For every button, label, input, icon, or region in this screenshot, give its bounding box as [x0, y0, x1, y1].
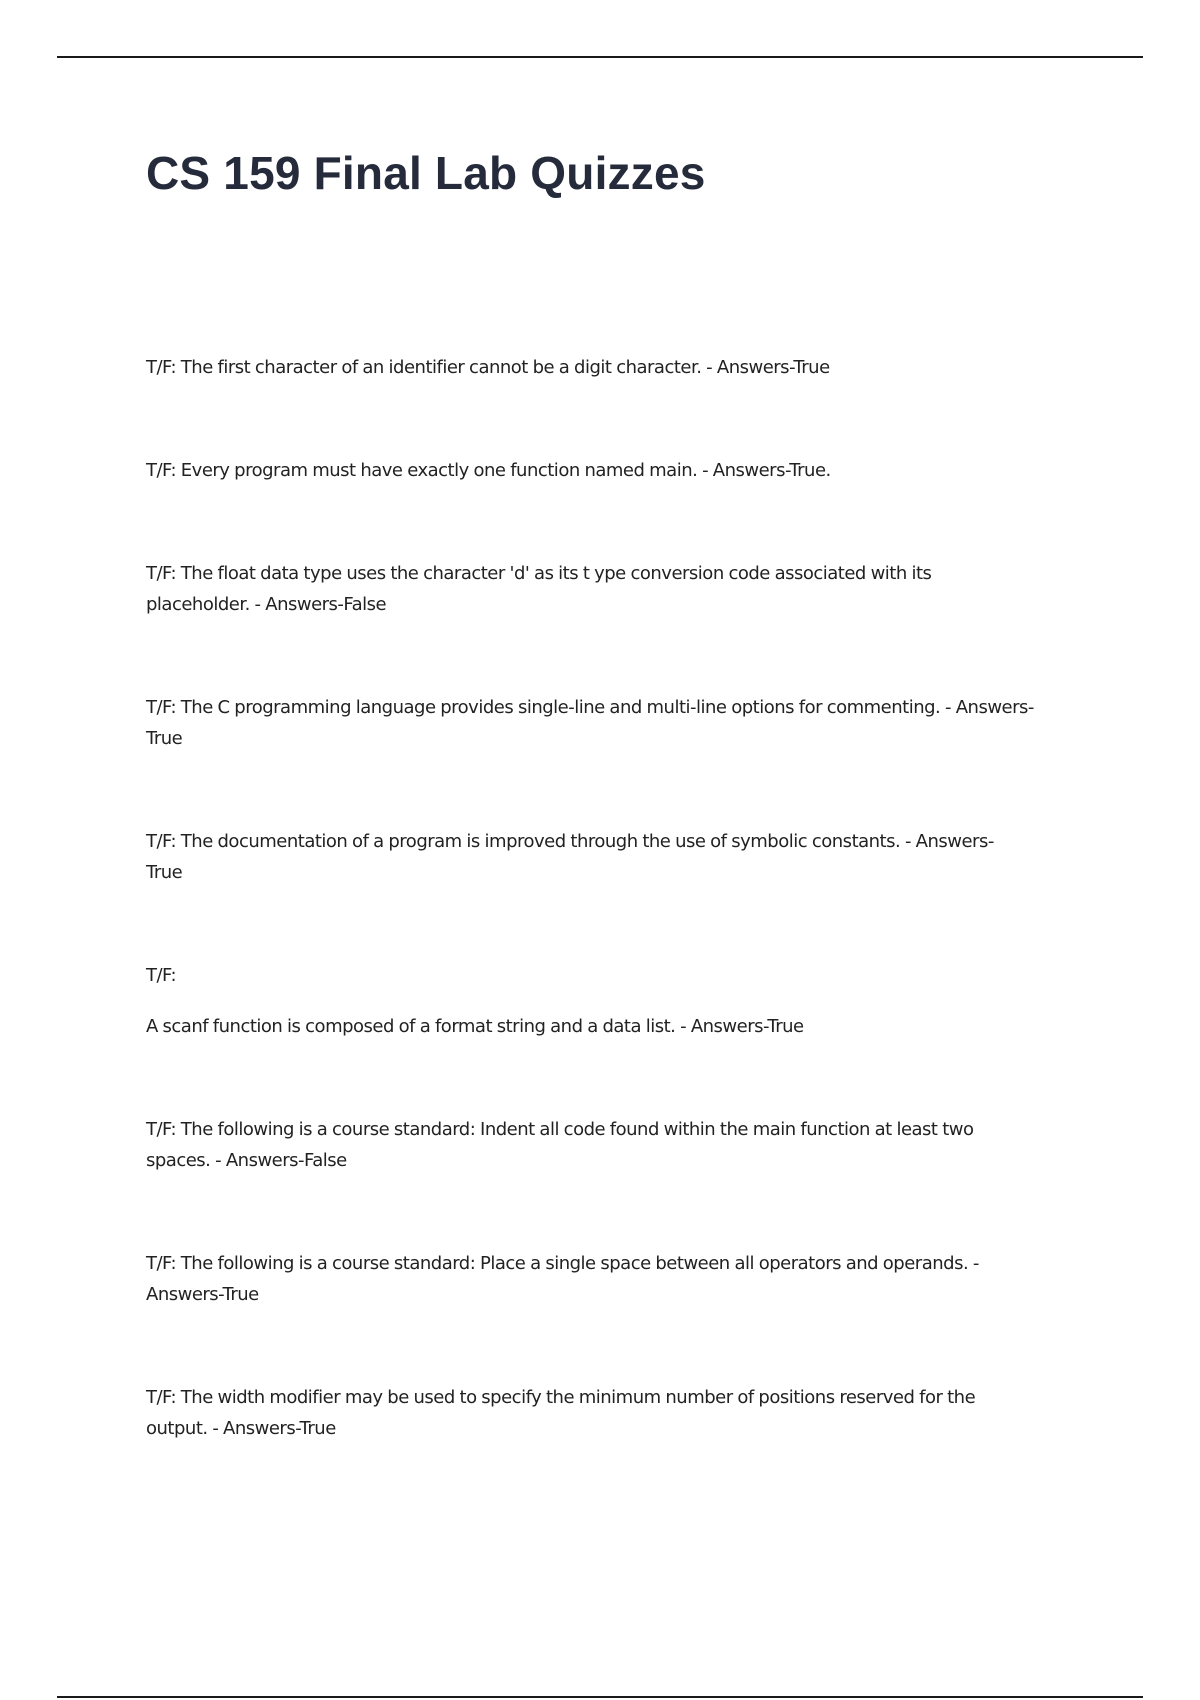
question-6-line-1: T/F: — [146, 965, 177, 986]
question-2 — [146, 455, 1096, 486]
question-2-line-1: T/F: Every program must have exactly one function named main. - Answers-True. — [146, 460, 831, 481]
question-5-line-2: True — [146, 862, 183, 883]
question-6-body — [146, 1011, 1096, 1042]
question-1 — [146, 352, 1096, 383]
bottom-rule — [57, 1696, 1143, 1698]
question-7-line-1: T/F: The following is a course standard: Indent all code found within the main function at least two — [146, 1119, 974, 1140]
question-4-line-1: T/F: The C programming language provides single-line and multi-line options for commenting. - Answers- — [146, 697, 1034, 718]
page-title: CS 159 Final Lab Quizzes — [146, 147, 706, 199]
question-9-line-2: output. - Answers-True — [146, 1418, 336, 1439]
question-4 — [146, 692, 1096, 754]
question-3-line-2: placeholder. - Answers-False — [146, 594, 387, 615]
top-rule — [57, 56, 1143, 58]
question-6 — [146, 960, 1096, 991]
question-5-line-1: T/F: The documentation of a program is improved through the use of symbolic constants. - Answers- — [146, 831, 994, 852]
question-7 — [146, 1114, 1096, 1176]
question-9 — [146, 1382, 1096, 1444]
question-8-line-1: T/F: The following is a course standard: Place a single space between all operators and operands. - — [146, 1253, 979, 1274]
question-7-line-2: spaces. - Answers-False — [146, 1150, 347, 1171]
question-3 — [146, 558, 1096, 620]
question-9-line-1: T/F: The width modifier may be used to specify the minimum number of positions reserved for the — [146, 1387, 976, 1408]
question-4-line-2: True — [146, 728, 183, 749]
question-1-line-1: T/F: The first character of an identifier cannot be a digit character. - Answers-True — [146, 357, 830, 378]
question-3-line-1: T/F: The float data type uses the character 'd' as its t ype conversion code associated with its — [146, 563, 932, 584]
question-8-line-2: Answers-True — [146, 1284, 259, 1305]
question-5 — [146, 826, 1096, 888]
question-8 — [146, 1248, 1096, 1310]
question-6-body-line-1: A scanf function is composed of a format string and a data list. - Answers-True — [146, 1016, 804, 1037]
